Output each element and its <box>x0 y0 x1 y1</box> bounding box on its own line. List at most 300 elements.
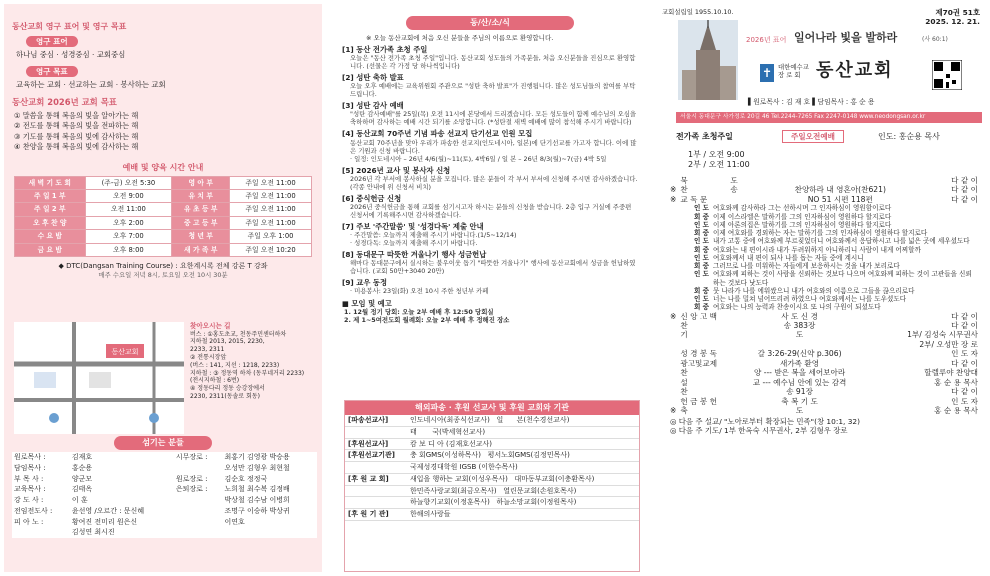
motto-text: 하나님 중심 · 성경중심 · 교회중심 <box>16 50 126 60</box>
responsive-speaker: 회 중 <box>694 303 710 312</box>
worship-cell: 주 일 2 부 <box>15 203 86 216</box>
responsive-text: 이제 여호와를 경외하는 자는 말하기를 그의 인자하심이 영원하다 할지로다 <box>713 229 928 238</box>
order-item: 축 <box>680 406 688 416</box>
responsive-text: 내가 고통 중에 여호와께 부르짖었더니 여호와께서 응답하시고 나를 넓은 곳에 세우셨도다 <box>713 237 970 246</box>
servant-cell <box>12 527 70 538</box>
transit-line: ④ 정동다리 정동 승강장에서 <box>190 385 265 393</box>
address-bar: 서울시 동대문구 사가정로 20길 46 Tel.2244-7265 Fax 2247-0148 www.neodongsan.or.kr <box>676 112 982 123</box>
order-item: 찬 <box>680 320 688 330</box>
dtc-sub: 매주 수요일 저녁 8시, 토요일 오전 10시 30분 <box>98 271 228 280</box>
worship-cell: 영 아 부 <box>172 176 230 189</box>
worship-cell: 주 일 1 부 <box>15 189 86 202</box>
responsive-speaker: 인 도 <box>694 220 710 229</box>
order-item: 교 독 문 <box>680 194 708 204</box>
servant-cell <box>174 527 223 538</box>
order-row <box>668 368 980 377</box>
servant-cell: 은퇴장로 : <box>175 485 208 494</box>
servant-cell: 전임전도사 : <box>14 506 53 515</box>
mission-row <box>345 450 639 462</box>
servant-cell <box>174 517 223 528</box>
order-mark: ※ <box>670 185 677 195</box>
order-item: 헌 금 봉 헌 <box>680 396 717 406</box>
worship-title: 예배 및 양육 시간 안내 <box>122 162 204 172</box>
next-week-line: ◎ 다음 주 설교/ "노아로부터 확장되는 민족"(창 10:1, 32) <box>670 416 861 426</box>
order-item: 찬 <box>680 185 688 195</box>
responsive-reading <box>668 204 980 311</box>
responsive-speaker: 인 도 <box>694 237 710 246</box>
order-who: 홍 순 용 목사 <box>934 406 978 416</box>
news-text: 해마다 동대문구에서 실시하는 불우이웃 돕기 "따뜻한 겨울나기" 행사에 동산교회에서 성금을 헌납하였습니다. (교회 50만+3040 20만) <box>350 259 636 275</box>
order-who: 다 같 이 <box>951 176 978 185</box>
meetings-section <box>342 299 638 324</box>
mission-names: 충 회GMS(이성하목사) 평서노회GMS(김정민목사) <box>407 450 639 462</box>
order-of-worship <box>668 176 980 435</box>
responsive-text: 여호와께 감사하라 그는 선하시며 그 인자하심이 영원함이로다 <box>713 204 892 213</box>
servant-cell: 김순호 정정국 <box>224 474 268 483</box>
servant-row <box>12 484 317 495</box>
news-item <box>342 45 638 70</box>
year-goals-list <box>14 111 322 153</box>
motto-pill: 영구 표어 <box>26 36 78 47</box>
order-who: 다 같 이 <box>951 358 978 368</box>
worship-cell: 주일 오전 11:00 <box>230 203 312 216</box>
year-goal-item: ④ 찬양을 통해 복음의 빛에 감사하는 해 <box>14 142 139 152</box>
service-leader: 인도: 홍순용 목사 <box>878 132 940 141</box>
servants-table <box>12 452 317 538</box>
mission-names: 한해의사랑들 <box>407 509 639 521</box>
transit-line: 2233, 2311 <box>190 346 225 354</box>
servant-cell: 김성연 최시진 <box>71 528 115 537</box>
year-motto-ref: (사 60:1) <box>922 36 948 43</box>
denomination <box>778 64 809 79</box>
map-church-label: 동산교회 <box>111 348 139 356</box>
news-item <box>342 194 638 219</box>
service-pill: 주일오전예배 <box>782 130 844 143</box>
order-who: 할렐루야 찬양대 <box>924 368 978 378</box>
missions-table <box>345 415 639 521</box>
sunday-title: 전가족 초청주일 <box>676 132 733 141</box>
missions-title: 해외파송 · 후원 선교사 및 후원 교회와 기관 <box>345 401 639 415</box>
news-list <box>342 45 638 295</box>
servant-cell: 조명구 이승하 박상귀 <box>224 506 290 515</box>
order-content: NO 51 시편 118편 <box>807 194 873 204</box>
news-item <box>342 222 638 247</box>
transit-line: ② 전통시장앞 <box>190 353 227 361</box>
news-item <box>342 73 638 98</box>
worship-row <box>15 203 312 216</box>
order-who: 1부/ 김성숙 시무권사 <box>907 330 978 340</box>
worship-cell: 주일 오전 11:00 <box>230 176 312 189</box>
worship-row <box>15 216 312 229</box>
order-item <box>678 340 728 349</box>
worship-cell: 오후 8:00 <box>85 243 172 256</box>
order-who: 인 도 자 <box>951 396 978 406</box>
responsive-speaker: 인 도 <box>694 295 710 304</box>
order-mark <box>668 378 678 387</box>
next-week-line: ◎ 다음 주 기도/ 1부 한옥숙 시무권사, 2부 김형우 장로 <box>670 426 848 436</box>
order-row <box>668 387 980 396</box>
order-item: 묵 <box>680 176 688 185</box>
order-mark: ※ <box>670 311 677 321</box>
servant-cell: 박상철 김수남 이병희 <box>224 496 290 504</box>
responsive-row <box>668 303 980 311</box>
order-who: 인 도 자 <box>951 349 978 359</box>
transit-line: 지하철 : ③ 정동역 하차 (동부네거리 2233) <box>190 369 305 377</box>
responsive-speaker: 회 중 <box>694 245 710 254</box>
transit-line: (버스 : 141, 지선 : 1218, 2233) <box>190 361 280 369</box>
order-row <box>668 330 980 339</box>
servant-cell: 노희철 최수복 김정배 <box>224 485 290 494</box>
order-row <box>668 185 980 194</box>
order-item-tail: 도 <box>730 176 738 185</box>
order-content: 새가족 환영 <box>780 358 820 368</box>
news-item <box>342 101 638 126</box>
order-table <box>668 176 980 204</box>
worship-cell: 수 요 밤 <box>15 230 86 243</box>
goal-pill: 영구 목표 <box>26 66 78 77</box>
church-building-image <box>678 20 738 100</box>
mission-names: 인도네시아(최종식선교사) 일 본(천수경선교사) <box>407 415 639 426</box>
responsive-row <box>668 237 980 245</box>
responsive-text: 이제 이스라엘은 말하기를 그의 인자하심이 영원하다 할지로다 <box>713 212 892 221</box>
mission-row <box>345 485 639 497</box>
responsive-row <box>668 221 980 229</box>
servant-cell: 황여진 전미리 원은신 <box>71 517 138 526</box>
mission-names: 국제성경대학원 IGSB (이한수목사) <box>407 462 639 474</box>
worship-row <box>15 176 312 189</box>
servant-cell <box>174 495 223 506</box>
responsive-row <box>668 213 980 221</box>
worship-cell: 주일 오전 11:00 <box>230 189 312 202</box>
servant-cell: 이 훈 <box>71 496 88 504</box>
worship-row <box>15 189 312 202</box>
mission-names: 태 국(박세혁선교사) <box>407 426 639 438</box>
denomination-line2: 장 로 회 <box>778 70 801 79</box>
responsive-row <box>668 246 980 254</box>
servant-cell: 시무장로 : <box>175 453 208 461</box>
worship-cell: 주일 오전 11:00 <box>230 216 312 229</box>
church-name: 동산교회 <box>816 60 894 81</box>
servants-title: 섬기는 분들 <box>114 436 212 450</box>
year-goal-item: ③ 기도를 통해 복음의 빛에 감사하는 해 <box>14 131 139 141</box>
servant-cell: 이연호 <box>224 517 245 526</box>
order-row <box>668 397 980 406</box>
missions-box <box>344 400 640 572</box>
mission-category: [후원선교기관] <box>345 450 407 462</box>
mission-names: 새입을 행하는 교회(이성우목사) 대마동부교회(이충환목사) <box>407 473 639 485</box>
news-heading: [3] 성탄 감사 예배 <box>342 101 404 111</box>
servant-cell <box>174 506 223 517</box>
worship-cell: 주일 오후 1:00 <box>230 230 312 243</box>
servant-cell: 홍순용 <box>71 463 93 472</box>
order-table-2 <box>668 312 980 416</box>
order-mark: ※ <box>670 194 677 204</box>
order-row <box>668 312 980 321</box>
worship-cell: (주-금) 오전 5:30 <box>85 176 172 189</box>
bulletin-date: 2025. 12. 21. <box>925 17 980 27</box>
responsive-row <box>668 270 980 286</box>
servant-cell: 교육목사 : <box>14 485 46 494</box>
order-who: 다 같 이 <box>951 320 978 330</box>
order-content: 도 <box>795 406 804 416</box>
order-blank <box>748 185 755 194</box>
worship-cell: 오 후 찬 양 <box>15 216 86 229</box>
order-mark <box>668 397 678 406</box>
cross-icon: ✝ <box>761 66 773 80</box>
mission-category: [파송선교사] <box>345 415 407 426</box>
transit-line: (전시지하철 : 6번) <box>190 377 240 385</box>
order-who: 2부/ 오성만 장 로 <box>919 339 978 349</box>
mission-names: 하늘향기교회(이정훈목사) 하늘소망교회(이정원목사) <box>407 497 639 509</box>
order-content <box>728 340 870 349</box>
responsive-row <box>668 287 980 295</box>
order-item: 성 경 봉 독 <box>680 349 717 359</box>
responsive-speaker: 회 중 <box>694 286 710 295</box>
order-item: 신 앙 고 백 <box>680 311 717 321</box>
responsive-speaker: 인 도 <box>694 270 710 279</box>
founded-date: 교회설립일 1955.10.10. <box>662 8 734 16</box>
service-times <box>688 150 750 171</box>
year-goal-item: ② 전도를 통해 복음의 빛을 전파하는 해 <box>14 121 139 131</box>
mission-row <box>345 509 639 521</box>
dtc-info: ◆ DTC(Dangsan Training Course) : 요한계시록 전체 강론 T 강좌 <box>58 262 268 271</box>
news-text: 2026년 중식헌금을 통해 교회를 섬기시고자 하시는 분들의 신청을 받습니다. 2층 입구 거실에 주중편 신청서에 기록해주시면 감사하겠습니다. <box>350 202 632 219</box>
servant-cell: 피 아 노 : <box>14 517 44 526</box>
year-motto-label: 2026년 표어 <box>746 36 787 44</box>
worship-cell: 오전 11:00 <box>85 203 172 216</box>
order-item: 찬 <box>680 387 688 397</box>
worship-table <box>14 176 312 258</box>
order-who: 다 같 이 <box>951 311 978 321</box>
responsive-text: 여호와께 피하는 것이 사람을 신뢰하는 것보다 나으며 여호와께 피하는 것이 고관들을 신뢰하는 것보다 낫도다 <box>713 270 972 287</box>
servant-cell: 부 목 사 : <box>14 474 44 483</box>
worship-cell: 오전 9:00 <box>85 189 172 202</box>
transit-info <box>190 322 310 401</box>
news-text: · 미용봉사: 23일(화) 오전 10시 주한 청년부 카페 <box>350 287 489 296</box>
mission-row <box>345 415 639 426</box>
year-motto: 일어나라 빛을 발하라 <box>794 31 898 44</box>
news-item <box>342 250 638 275</box>
order-mark <box>668 368 678 377</box>
news-item <box>342 278 638 295</box>
pastors-line: ▌원로목사 : 김 재 호 ▌담임목사 : 홍 순 용 <box>748 98 875 106</box>
mission-names: 캄 보 디 아 (김재호선교사) <box>407 438 639 450</box>
responsive-speaker: 회 중 <box>694 229 710 238</box>
order-mark <box>668 176 678 185</box>
order-who: 다 같 이 <box>951 194 978 204</box>
goal-text: 교육하는 교회 · 선교하는 교회 · 봉사하는 교회 <box>16 80 166 89</box>
order-content: 양 --- 받은 복을 세어보아라 <box>753 368 846 378</box>
order-row <box>668 359 980 368</box>
servant-cell: 강 도 사 : <box>14 496 44 504</box>
mission-category: [후 원 기 관] <box>345 509 407 521</box>
news-text: · 주간말씀: 오늘까지 제출해 주시기 바랍니다.(1/5~12/14) · 성경다독: 오늘까지 제출해 주시기 바랍니다. <box>350 230 517 247</box>
map-graphic <box>14 322 184 434</box>
mission-row <box>345 438 639 450</box>
news-heading: [8] 동대문구 따뜻한 겨울나기 행사 성금헌납 <box>342 249 487 259</box>
mission-category <box>345 426 407 438</box>
news-heading: [2] 성탄 축하 발표 <box>342 73 404 83</box>
responsive-row <box>668 254 980 262</box>
order-mark <box>668 340 678 349</box>
order-content: 교 --- 예수님 안에 있는 감격 <box>752 377 847 387</box>
meeting-item: 1. 12월 정기 당회: 오늘 2부 예배 후 12:50 당회실 <box>344 308 494 317</box>
servant-row <box>12 463 317 474</box>
order-who: 다 같 이 <box>951 185 978 195</box>
responsive-text: 그러므로 나를 미워하는 자들에게 보응하시는 것을 내가 보리로다 <box>713 262 900 271</box>
news-text: 오늘 오후 예배에는 교육위원회 주관으로 "성탄 축하 발표"가 진행됩니다. 많은 성도님들의 참여를 부탁드립니다. <box>350 82 636 99</box>
mission-row <box>345 473 639 485</box>
left-panel <box>4 4 322 572</box>
news-text: 오늘은 "동산 전가족 초청 주일"입니다. 동산교회 성도들의 가족분들, 처음 오신분들을 진심으로 환영합니다. (선물은 각 가정 당 하나씩입니다) <box>350 54 636 71</box>
news-item <box>342 129 638 162</box>
responsive-text: 여호와는 나의 능력과 찬송이시요 또 나의 구원이 되셨도다 <box>713 303 881 312</box>
news-heading: [9] 교우 동정 <box>342 278 388 287</box>
worship-cell: 유 치 부 <box>172 189 230 202</box>
issue-number: 제70권 51호 <box>935 8 980 17</box>
responsive-text: 여호와는 내 편이시라 내가 두려워하지 아니하리니 사람이 내게 어찌할까 <box>713 245 921 254</box>
order-item: 설 <box>680 377 688 387</box>
worship-cell: 중 고 등 부 <box>172 216 230 229</box>
order-item: 기 <box>680 330 688 340</box>
mission-category: [후원선교사] <box>345 438 407 450</box>
servant-row <box>12 495 317 506</box>
service-time: 2부 / 오전 11:00 <box>688 160 750 170</box>
mission-category <box>345 462 407 474</box>
worship-cell: 오후 7:00 <box>85 230 172 243</box>
responsive-speaker: 회 중 <box>694 262 710 271</box>
order-row <box>668 406 980 415</box>
worship-section <box>14 163 312 280</box>
servant-row <box>12 506 317 517</box>
servant-row <box>12 517 317 528</box>
servant-cell: 김재호 <box>71 453 93 461</box>
meetings-list <box>344 308 638 324</box>
service-time: 1부 / 오전 9:00 <box>688 150 745 159</box>
responsive-text: 뭇 나라가 나를 에워쌌으니 내가 여호와의 이름으로 그들을 끊으리로다 <box>713 286 915 295</box>
order-row <box>668 378 980 387</box>
church-goals-title: 동산교회 영구 표어 및 영구 목표 <box>12 22 127 31</box>
order-mark <box>668 349 678 358</box>
order-content: 송 383장 <box>783 320 816 330</box>
responsive-speaker: 회 중 <box>694 212 710 221</box>
worship-cell: 청 년 부 <box>172 230 230 243</box>
order-content: 사 도 신 경 <box>781 311 818 321</box>
responsive-text: 이제 아론의집은 말하기를 그의 인자하심이 영원하다 할지로다 <box>713 220 892 229</box>
order-content: 갈 3:26-29(신약 p.306) <box>757 349 842 359</box>
servant-cell: 김태옥 <box>71 485 93 494</box>
news-heading: [6] 중식헌금 신청 <box>342 193 402 203</box>
year-goals-title: 동산교회 2026년 교회 목표 <box>12 97 117 108</box>
qr-code-icon <box>932 60 962 90</box>
mission-names: 한민족사랑교회(최금오목사) 열린문교회(손원호목사) <box>407 485 639 497</box>
news-text: "성탄 감사예배"를 25일(목) 오전 11시에 본당에서 드리겠습니다. 모든 성도들이 함께 예수님의 오심을 축하하며 감사하는 예배 시간 되기를 소망합니다. (*성탄절 새벽 예배에 많이 참석해 주시기 바랍니다) <box>350 110 637 127</box>
news-heading: [7] 주보 '주간말씀' 및 '성경다독' 제출 안내 <box>342 221 484 231</box>
worship-cell: 유 초 등 부 <box>172 203 230 216</box>
order-mark: ※ <box>670 406 677 416</box>
order-item: 찬 <box>680 368 688 378</box>
news-heading: [1] 동산 전가족 초청 주일 <box>342 45 428 55</box>
worship-cell: 새 가 족 부 <box>172 243 230 256</box>
transit-line: 2230, 2311(동솔로 회동) <box>190 392 260 400</box>
next-week <box>668 417 980 436</box>
responsive-speaker: 인 도 <box>694 204 710 213</box>
order-mark <box>668 330 678 339</box>
transit-line: 버스 : ①홍도초교, 천동주민센터하차 <box>190 330 287 338</box>
servant-cell: 원로장로 : <box>175 474 208 483</box>
news-text: 2026년 각 부서에 봉사하실 분을 모집니다. 많은 분들이 각 부서 부서에 신청해 주시면 감사하겠습니다. (각종 안내에 위 신청서 비치) <box>350 174 638 191</box>
meeting-item: 2. 제 1~5여전도회 월례회: 오늘 2부 예배 후 정해진 장소 <box>344 316 510 325</box>
mission-category: [후 원 교 회] <box>345 473 407 485</box>
responsive-text: 여호와께서 내 편이 되사 나를 돕는 자들 중에 계시니 <box>713 253 864 262</box>
order-item: 광고및교제 <box>680 358 718 368</box>
cover-panel <box>656 4 986 572</box>
mission-category <box>345 497 407 509</box>
servant-cell: 윤선영 /오르간 : 문신혜 <box>71 506 145 515</box>
worship-cell: 주일 오전 10:20 <box>230 243 312 256</box>
order-content: 송 91장 <box>786 387 813 397</box>
worship-cell: 오후 2:00 <box>85 216 172 229</box>
servant-cell: 최홍기 김영광 박승용 <box>224 453 290 461</box>
transit-title: 찾아오시는 길 <box>190 322 231 330</box>
servant-cell: 담임목사 : <box>14 463 46 472</box>
map-area <box>14 322 312 434</box>
mission-row <box>345 462 639 474</box>
order-mark <box>668 387 678 396</box>
denomination-line1: 대한예수교 <box>778 63 809 71</box>
servant-cell <box>222 527 317 538</box>
news-text: 동산교회 70주년을 맞아 우리가 파송한 선교지(인도네시아, 일본)에 단기선교를 가고자 합니다. 이에 많은 기원과 신청 바랍니다. · 일정: 인도네시아 – 26년 4/6(월)~11(토), 4박6일 / 일 본 – 26년 8/3(월)~7(금) 4박 5일 <box>350 138 637 163</box>
order-item-tail: 송 <box>730 185 738 195</box>
servant-row <box>12 474 317 485</box>
worship-cell: 새 벽 기 도 회 <box>15 176 86 189</box>
responsive-text: 너는 나를 밀쳐 넘어뜨리려 하였으나 여호와께서는 나를 도우셨도다 <box>713 295 907 304</box>
news-panel <box>336 4 644 572</box>
news-heading: [4] 동산교회 70주년 기념 파송 선교지 단기선교 인원 모집 <box>342 129 533 139</box>
order-content: 축 복 기 도 <box>781 396 818 406</box>
year-goal-item: ① 말씀을 통해 복음의 빛을 알아가는 해 <box>14 110 139 120</box>
order-mark <box>668 321 678 330</box>
news-title: 동/산/소/식 <box>406 16 574 30</box>
worship-row <box>15 243 312 256</box>
order-mark <box>668 359 678 368</box>
responsive-row <box>668 204 980 212</box>
transit-line: 지하철 2013, 2015, 2230, <box>190 338 265 346</box>
order-row <box>668 349 980 358</box>
servant-row <box>12 452 317 463</box>
order-row <box>668 340 980 349</box>
servant-cell <box>174 463 223 474</box>
mission-row <box>345 497 639 509</box>
meetings-title: ■ 모임 및 예고 <box>342 299 392 309</box>
news-item <box>342 166 638 191</box>
order-blank <box>748 176 755 185</box>
worship-row <box>15 230 312 243</box>
mission-row <box>345 426 639 438</box>
servant-row <box>12 527 317 538</box>
responsive-speaker: 인 도 <box>694 253 710 262</box>
cover-header <box>656 4 986 17</box>
servant-cell: 오성만 김형우 최현철 <box>224 463 290 472</box>
worship-cell: 금 요 밤 <box>15 243 86 256</box>
order-content: 도 <box>795 330 804 340</box>
mission-category <box>345 485 407 497</box>
order-who: 홍 순 용 목사 <box>934 377 978 387</box>
news-heading: [5] 2026년 교사 및 봉사자 신청 <box>342 165 451 175</box>
transit-list <box>190 331 310 401</box>
news-intro: ※ 오늘 동산교회에 처음 오신 분들을 주님의 이름으로 환영합니다. <box>366 34 554 42</box>
servant-cell: 원로목사 : <box>14 453 46 461</box>
